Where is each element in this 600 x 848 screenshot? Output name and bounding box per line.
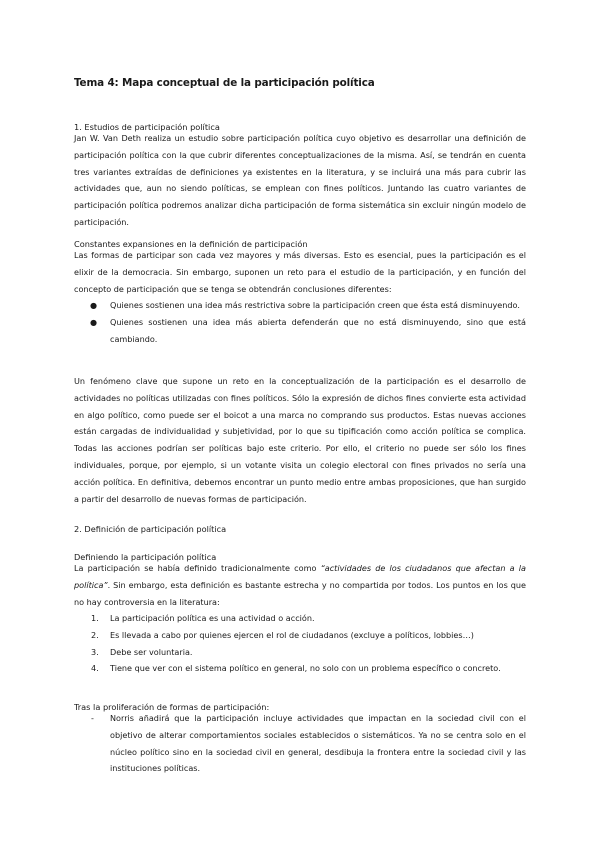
bullet-mark: ●: [90, 300, 98, 310]
list-item-text: Norris añadirá que la participación incluye actividades que impactan en la sociedad civil con el objetivo de alterar comportamientos sociales establecidos o sistemáticos. Ya no se centra solo en el núcleo político sino en la sociedad civil en general, desdibuja la frontera entre la sociedad civil y las instituciones políticas.: [110, 713, 526, 774]
list-item-text: Quienes sostienen una idea más restrictiva sobre la participación creen que ésta está disminuyendo.: [110, 300, 520, 310]
list-item: [74, 610, 526, 627]
key-phenomenon-paragraph: Un fenómeno clave que supone un reto en la conceptualización de la participación es el desarrollo de actividades no políticas utilizadas con fines políticos. Sólo la expresión de dichos fines convierte esta actividad en algo político, como puede ser el boicot a una marca no comprando sus productos. Estas nuevas acciones están cargadas de individualidad y subjetividad, por lo que su tipificación como acción política se complica. Todas las acciones podrían ser políticas bajo este criterio. Por ello, el criterio no puede ser sólo los fines individuales, porque, por ejemplo, si un votante visita un colegio electoral con fines privados no sería una acción política. En definitiva, debemos encontrar un punto medio entre ambas proposiciones, que han surgido a partir del desarrollo de nuevas formas de participación.: [74, 376, 526, 504]
list-number: 2.: [91, 629, 99, 640]
norris-dash-list: [74, 710, 526, 777]
list-item: [74, 710, 526, 777]
list-item: [74, 644, 526, 661]
consensus-numbered-list: [74, 610, 526, 677]
list-number: 3.: [91, 646, 99, 657]
list-item: [74, 314, 526, 348]
list-number: 4.: [91, 663, 99, 674]
paragraph-text: . Sin embargo, esta definición es bastante estrecha y no compartida por todos. Los puntos en los que no hay controversia en la literatura:: [74, 579, 526, 607]
list-item-text: Es llevada a cabo por quienes ejercen el rol de ciudadanos (excluye a políticos, lobbies…): [110, 629, 474, 640]
list-item: [74, 627, 526, 644]
bullet-mark: ●: [90, 316, 98, 327]
section-1-heading: 1. Estudios de participación política: [74, 122, 220, 132]
page-title: Tema 4: Mapa conceptual de la participación política: [74, 77, 375, 89]
list-item: [74, 297, 526, 314]
list-item-text: Debe ser voluntaria.: [110, 646, 193, 657]
list-item-text: Quienes sostienen una idea más abierta defenderán que no está disminuyendo, sino que está cambiando.: [110, 316, 526, 344]
defining-participation-subheading: Definiendo la participación política: [74, 552, 217, 562]
dash-mark: -: [91, 713, 94, 723]
expansions-paragraph: Las formas de participar son cada vez mayores y más diversas. Esto es esencial, pues la participación es el elixir de la democracia. Sin embargo, suponen un reto para el estudio de la participación, y en función del concepto de participación que se tenga se obtendrán conclusiones diferentes:: [74, 250, 526, 294]
restrictive-open-bullet-list: [74, 297, 526, 347]
quoted-definition: “actividades de los ciudadanos que afectan a la política”: [74, 563, 526, 590]
list-item-text: Tiene que ver con el sistema político en general, no solo con un problema específico o concreto.: [110, 663, 501, 674]
list-number: 1.: [91, 613, 99, 623]
list-item-text: La participación política es una actividad o acción.: [110, 613, 315, 623]
list-item: [74, 660, 526, 677]
section-2-heading: 2. Definición de participación política: [74, 524, 227, 534]
expansions-heading: Constantes expansiones en la definición de participación: [74, 239, 308, 249]
section-1-paragraph: Jan W. Van Deth realiza un estudio sobre participación política cuyo objetivo es desarrollar una definición de participación política con la que cubrir diferentes conceptualizaciones de la misma. Así, se tendrán en cuenta tres variantes extraídas de definiciones ya existentes en la literatura, y se incluirá una más para cubrir las actividades que, aun no siendo políticas, se emplean con fines políticos. Juntando las cuatro variantes de participación política podremos analizar dicha participación de forma sistemática sin excluir ningún modelo de participación.: [74, 133, 526, 227]
traditional-definition-paragraph: [74, 560, 526, 610]
proliferation-intro: Tras la proliferación de formas de participación:: [74, 702, 270, 712]
paragraph-text: La participación se había definido tradicionalmente como: [74, 563, 321, 573]
